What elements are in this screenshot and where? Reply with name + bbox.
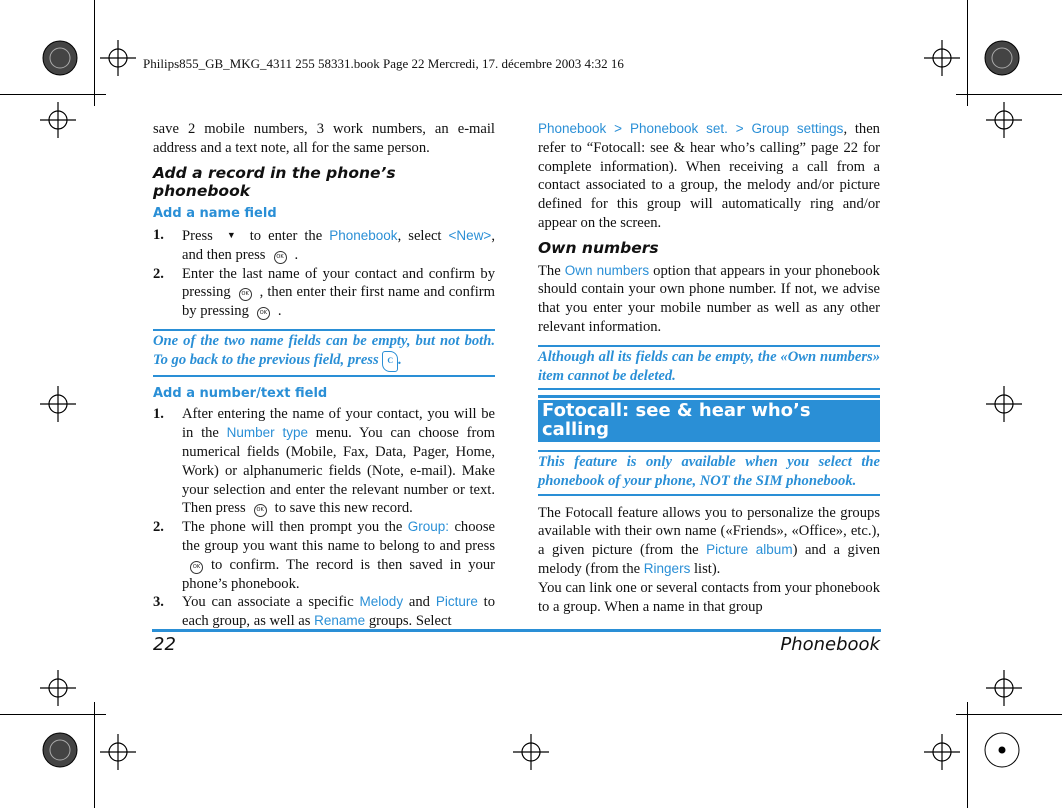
list-item: 1. After entering the name of your contact, you will be in the Number type menu. You can choose from numerical fields (Mobile, Fax, Data, Pager, Home, Work) or alphanumeric fields (Note, e-mail). Make your selection and enter the relevant number or text. Then press OK to save this new record.: [153, 406, 495, 517]
section-banner: Fotocall: see & hear who’s calling: [538, 398, 880, 442]
own-numbers-paragraph: The Own numbers option that appears in your phonebook should contain your own phone number. If not, we advise that you enter your mobile number as well as any other relevant information.: [538, 262, 880, 335]
note-box: One of the two name fields can be empty, but not both. To go back to the previous field, press C .: [153, 329, 495, 377]
note-box: This feature is only available when you select the phonebook of your phone, NOT the SIM phonebook.: [538, 450, 880, 496]
subheading: Add a number/text field: [153, 385, 328, 401]
book-info-header: Philips855_GB_MKG_4311 255 58331.book Page 22 Mercredi, 17. décembre 2003 4:32 16: [143, 56, 624, 71]
menu-keyword: Group:: [407, 519, 450, 535]
name-field-steps: [153, 226, 495, 321]
registration-target-icon: [100, 40, 136, 76]
registration-target-icon: [986, 670, 1022, 706]
continued-paragraph: Phonebook > Phonebook set. > Group settings, then refer to “Fotocall: see & hear who’s calling” page 22 for complete information). When receiving a call from a contact associated to a group, the melody and/or picture defined for this group will automatically ring and/or appear on the screen.: [538, 121, 880, 231]
c-key-icon: C: [382, 351, 398, 372]
registration-target-icon: [40, 670, 76, 706]
subheading: Add a name field: [153, 206, 277, 222]
section-heading: Add a record in the phone’s phonebook: [153, 163, 396, 201]
footer-rule: [152, 629, 881, 632]
list-item: 1. Press ▼ to enter the Phonebook, select <New>, and then press OK .: [153, 226, 495, 263]
registration-target-icon: [100, 734, 136, 770]
menu-keyword: Own numbers: [564, 262, 650, 278]
menu-keyword: Picture: [435, 594, 478, 610]
menu-keyword: Rename: [314, 613, 366, 629]
list-item: 3. You can associate a specific Melody and Picture to each group, as well as Rename groups. Select: [153, 594, 496, 630]
list-item: 2. Enter the last name of your contact and confirm by pressing OK , then enter their first name and confirm by pressing OK .: [153, 265, 495, 320]
registration-target-icon: [986, 386, 1022, 422]
number-field-steps: [153, 405, 495, 631]
registration-target-icon: [40, 102, 76, 138]
right-column: [538, 120, 880, 616]
intro-paragraph: save 2 mobile numbers, 3 work numbers, an e-mail address and a text note, all for the same person.: [153, 121, 495, 156]
menu-keyword: <New>: [448, 227, 492, 243]
registration-target-icon: [924, 40, 960, 76]
ok-key-icon: OK: [274, 251, 287, 264]
ok-key-icon: OK: [257, 307, 270, 320]
fotocall-paragraph-2: You can link one or several contacts from your phonebook to a group. When a name in that group: [538, 579, 880, 615]
registration-target-icon: [924, 734, 960, 770]
menu-keyword: Number type: [226, 425, 308, 441]
ok-key-icon: OK: [239, 288, 252, 301]
ok-key-icon: OK: [190, 561, 203, 574]
down-arrow-icon: ▼: [226, 229, 236, 240]
registration-target-icon: [986, 102, 1022, 138]
left-column: [153, 120, 495, 631]
fotocall-paragraph: The Fotocall feature allows you to personalize the groups available with their own name («Friends», «Office», etc.), a given picture (from the Picture album) and a given melody (from the Ringers list).: [538, 504, 880, 577]
menu-path: Phonebook > Phonebook set. > Group settings: [538, 121, 844, 136]
section-title: Phonebook: [780, 634, 880, 655]
menu-keyword: Ringers: [643, 560, 691, 576]
menu-keyword: Melody: [359, 594, 404, 610]
note-box: Although all its fields can be empty, the «Own numbers» item cannot be deleted.: [538, 345, 880, 391]
registration-target-icon: [40, 386, 76, 422]
ok-key-icon: OK: [254, 504, 267, 517]
list-item: 2. The phone will then prompt you the Group: choose the group you want this name to belong to and pressOK to confirm. The record is then saved in your phone’s phonebook.: [153, 519, 495, 592]
menu-keyword: Phonebook: [329, 227, 398, 243]
menu-keyword: Picture album: [706, 542, 793, 558]
page-number: 22: [153, 634, 176, 655]
section-heading: Own numbers: [538, 238, 659, 257]
registration-target-icon: [513, 734, 549, 770]
